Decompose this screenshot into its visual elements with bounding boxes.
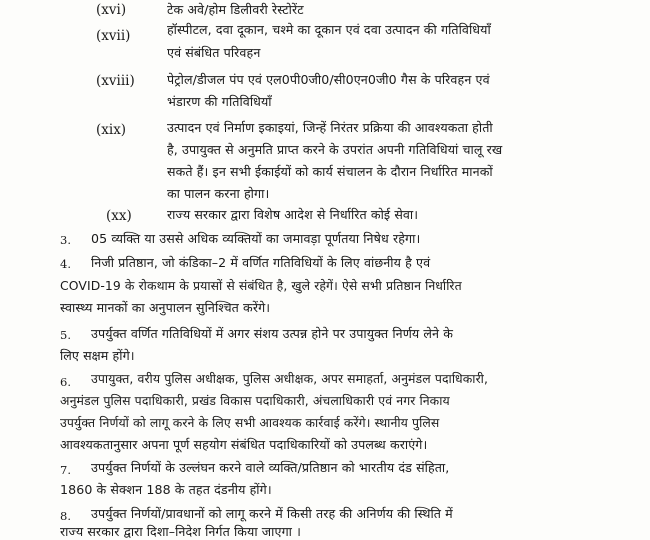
paragraph-number: 3. [60, 233, 71, 247]
item-text: भंडारण की गतिविधियाँ [167, 94, 272, 109]
paragraph-text: उपर्युक्त निर्णयों के उल्लंघन करने वाले व्यक्ति/प्रतिष्ठान को भारतीय दंड संहिता, [91, 460, 450, 475]
item-label: (xix) [96, 122, 127, 138]
item-text: पेट्रोल/डीजल पंप एवं एल0पी0जी0/सी0एन0जी0 गैस के परिवहन एवं [167, 72, 490, 87]
paragraph-text: उपायुक्त, वरीय पुलिस अधीक्षक, पुलिस अधीक्षक, अपर समाहर्ता, अनुमंडल पदाधिकारी, [91, 371, 489, 386]
paragraph-number: 7. [60, 463, 71, 477]
paragraph-number: 6. [60, 375, 71, 389]
item-text: का पालन करना होगा। [167, 186, 270, 201]
paragraph-text: उपर्युक्त निर्णयों/प्रावधानों को लागू करने में किसी तरह की अनिर्णय की स्थिति में [91, 506, 453, 521]
paragraph-text: 1860 के सेक्शन 188 के तहत दंडनीय होंगे। [60, 482, 272, 497]
item-label: (xviii) [96, 73, 135, 89]
item-text: एवं संबंधित परिवहन [167, 45, 261, 60]
paragraph-text: आवश्यकतानुसार अपना पूर्ण सहयोग संबंधित पदाधिकारियों को उपलब्ध कराएंगे। [60, 437, 428, 452]
item-label: (xvi) [96, 2, 127, 18]
item-label: (xx) [106, 208, 132, 224]
item-text: हॉस्पीटल, दवा दूकान, चश्मे का दूकान एवं दवा उत्पादन की गतिविधियाँ [167, 22, 491, 37]
item-text: राज्य सरकार द्वारा विशेष आदेश से निर्धारित कोई सेवा। [167, 207, 419, 222]
paragraph-text: 05 व्यक्ति या उससे अधिक व्यक्तियों का जमावड़ा पूर्णतया निषेध रहेगा। [91, 231, 421, 246]
paragraph-text: COVID-19 के रोकथाम के प्रयासों से संबंधित है, खुले रहेगें। ऐसे सभी प्रतिष्ठान निर्धारित [60, 278, 462, 293]
paragraph-text: निजी प्रतिष्ठान, जो कंडिका–2 में वर्णित गतिविधियों के लिए वांछनीय है एवं [91, 255, 431, 270]
item-text: उत्पादन एवं निर्माण इकाइयां, जिन्हें निरंतर प्रक्रिया की आवश्यकता होती [167, 120, 493, 135]
item-text: टेक अवे/होम डिलीवरी रेस्टोरेंट [167, 2, 304, 17]
paragraph-text: उपर्युक्त निर्णयों को लागू करने के लिए सभी आवश्यक कार्रवाई करेंगे। स्थानीय पुलिस [60, 415, 440, 430]
item-text: सकते हैं। इन सभी ईकाईयों को कार्य संचालन के दौरान निर्धारित मानकों [167, 164, 493, 179]
paragraph-text: उपर्युक्त वर्णित गतिविधियों में अगर संशय उत्पन्न होने पर उपायुक्त निर्णय लेने के [91, 326, 454, 341]
paragraph-number: 8. [60, 509, 71, 523]
paragraph-number: 4. [60, 257, 71, 271]
paragraph-text: अनुमंडल पुलिस पदाधिकारी, प्रखंड विकास पदाधिकारी, अंचलाधिकारी एवं नगर निकाय [60, 393, 450, 408]
item-label: (xvii) [96, 28, 131, 44]
paragraph-number: 5. [60, 328, 71, 342]
paragraph-text: स्वास्थ्य मानकों का अनुपालन सुनिश्चित करेंगे। [60, 300, 271, 315]
paragraph-text: लिए सक्षम होंगे। [60, 348, 135, 363]
item-text: है, उपायुक्त से अनुमति प्राप्त करने के उपरांत अपनी गतिविधियां चालू रख [167, 142, 503, 157]
paragraph-text: राज्य सरकार द्वारा दिशा–निदेश निर्गत किया जाएगा । [60, 524, 301, 539]
